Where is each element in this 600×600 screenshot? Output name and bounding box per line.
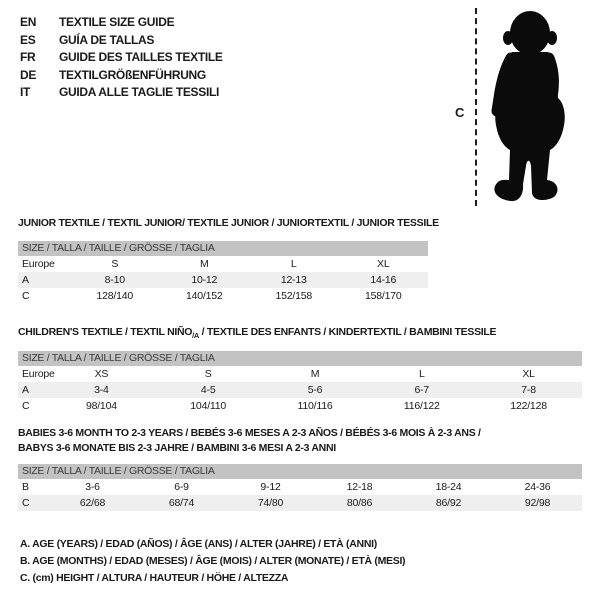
table-cell: 62/68 [79, 497, 106, 509]
table-cell: 24-36 [524, 481, 551, 493]
table-cell: 98/104 [85, 400, 117, 413]
lang-title: GUÍA DE TALLAS [59, 32, 155, 47]
lang-code: IT [20, 85, 31, 99]
table-cell: 3-6 [85, 481, 100, 493]
lang-row-fr [20, 49, 223, 67]
table-title-line: BABYS 3-6 MONATE BIS 2-3 JAHRE / BAMBINI 3-6 MESI A 2-3 ANNI [18, 442, 336, 454]
size-bar: SIZE / TALLA / TAILLE / GRÖSSE / TAGLIA [18, 464, 582, 479]
table-cell: 92/98 [524, 497, 551, 509]
row-label: C [22, 400, 30, 413]
row-label: A [22, 274, 29, 286]
toddler-silhouette-icon [486, 8, 578, 206]
table-row [18, 479, 582, 495]
table-cell: 80/86 [346, 497, 373, 509]
row-label: Europe [22, 368, 55, 381]
table-cell: 8-10 [104, 274, 125, 286]
table-cell: 14-16 [370, 274, 397, 286]
table-cell: XL [377, 258, 390, 270]
table-cell: 18-24 [435, 481, 462, 493]
row-label: Europe [22, 258, 55, 270]
table-title [18, 325, 582, 343]
legend-notes [20, 536, 405, 587]
height-measure-label: C [455, 105, 465, 120]
table-cell: 7-8 [521, 384, 536, 397]
lang-code: EN [20, 15, 37, 29]
table-cell: 10-12 [191, 274, 218, 286]
table-cell: 74/80 [257, 497, 284, 509]
table-cell: M [310, 368, 320, 381]
table-title [18, 216, 439, 231]
table-row [18, 256, 428, 272]
language-header [20, 14, 223, 102]
table-cell: 158/170 [364, 290, 402, 302]
lang-code: FR [20, 50, 36, 64]
legend-note-c: C. (cm) HEIGHT / ALTURA / HAUTEUR / HÖHE / ALTEZZA [20, 572, 289, 584]
row-label: C [22, 497, 30, 509]
row-label: B [22, 481, 29, 493]
table-rows [18, 366, 582, 414]
table-cell: 5-6 [307, 384, 323, 397]
table-cell: 110/116 [297, 400, 333, 413]
table-cell: 116/122 [403, 400, 440, 413]
table-rows [18, 479, 582, 511]
table-cell: S [111, 258, 119, 270]
table-cell: 3-4 [94, 384, 109, 397]
lang-row-en [20, 14, 223, 32]
table-cell: 152/158 [275, 290, 313, 302]
table-title-line: CHILDREN'S TEXTILE / TEXTIL $NIÑO_{/A}$ / TEXTILE DES ENFANTS / KINDERTEXTIL / BAMBINI TESSILE [18, 326, 497, 341]
table-cell: 140/152 [185, 290, 223, 302]
table-cell: 68/74 [168, 497, 195, 509]
table-cell: XS [94, 368, 109, 381]
table-cell: L [418, 368, 425, 381]
table-cell: 12-13 [280, 274, 307, 286]
table-title-line: BABIES 3-6 MONTH TO 2-3 YEARS / BEBÉS 3-6 MESES A 2-3 AÑOS / BÉBÉS 3-6 MOIS À 2-3 ANS / [18, 427, 481, 439]
lang-row-de [20, 67, 223, 85]
table-cell: S [204, 368, 212, 381]
table-rows [18, 256, 428, 304]
table-cell: M [199, 258, 209, 270]
table-row [18, 272, 428, 288]
lang-title: GUIDA ALLE TAGLIE TESSILI [59, 85, 220, 99]
table-cell: 6-7 [414, 384, 430, 397]
lang-title: TEXTILE SIZE GUIDE [59, 15, 175, 29]
table-title-line: JUNIOR TEXTILE / TEXTIL JUNIOR/ TEXTILE JUNIOR / JUNIORTEXTIL / JUNIOR TESSILE [18, 217, 439, 229]
table-cell: 6-9 [174, 481, 189, 493]
table-row [18, 382, 582, 398]
table-cell: 12-18 [346, 481, 373, 493]
junior-textile-table [18, 216, 439, 304]
table-cell: 128/140 [96, 290, 134, 302]
table-cell: XL [522, 368, 535, 381]
babies-textile-table [18, 426, 582, 511]
table-cell: 122/128 [510, 400, 547, 413]
lang-row-es [20, 32, 223, 50]
row-label: A [22, 384, 29, 397]
lang-code: DE [20, 67, 37, 82]
legend-note-a: A. AGE (YEARS) / EDAD (AÑOS) / ÂGE (ANS) / ALTER (JAHRE) / ETÀ (ANNI) [20, 538, 377, 550]
table-row [18, 288, 428, 304]
size-bar: SIZE / TALLA / TAILLE / GRÖSSE / TAGLIA [18, 351, 582, 366]
lang-code: ES [20, 32, 36, 47]
lang-row-it [20, 84, 223, 102]
lang-title: GUIDE DES TAILLES TEXTILE [59, 50, 223, 64]
table-cell: 9-12 [260, 481, 281, 493]
table-row [18, 398, 582, 414]
table-cell: 4-5 [200, 384, 216, 397]
legend-note-b: B. AGE (MONTHS) / EDAD (MESES) / ÂGE (MOIS) / ALTER (MONATE) / ETÀ (MESI) [20, 555, 406, 567]
table-row [18, 366, 582, 382]
size-bar: SIZE / TALLA / TAILLE / GRÖSSE / TAGLIA [18, 241, 428, 256]
table-row [18, 495, 582, 511]
row-label: C [22, 290, 30, 302]
table-cell: 104/110 [190, 400, 227, 413]
table-cell: L [290, 258, 297, 270]
table-title [18, 426, 582, 456]
table-cell: 86/92 [435, 497, 462, 509]
childrens-textile-table [18, 325, 582, 414]
lang-title: TEXTILGRÖßENFÜHRUNG [59, 67, 206, 82]
height-measure-dashed-line [475, 8, 477, 206]
